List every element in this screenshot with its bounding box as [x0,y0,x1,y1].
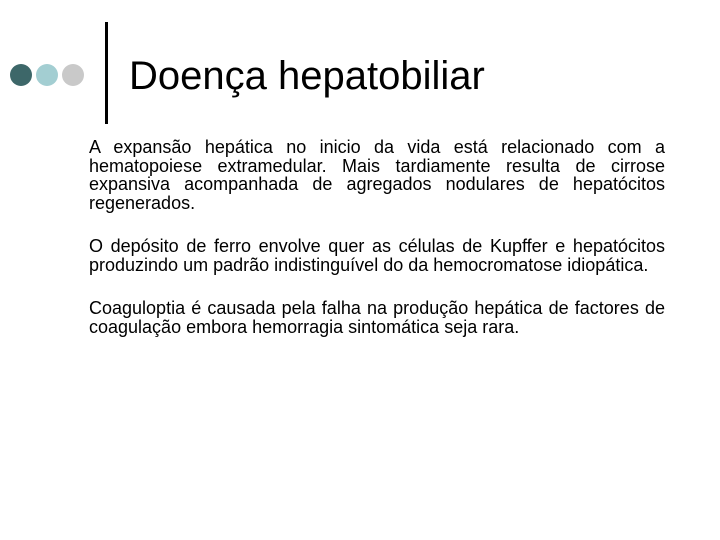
slide-body [89,138,665,336]
slide-title: Doença hepatobiliar [129,54,485,98]
light-teal-dot [36,64,58,86]
title-divider-line [105,22,108,124]
decorative-dots [10,64,88,86]
paragraph-coagulopathy: Coaguloptia é causada pela falha na produção hepática de factores de coagulação embora hemorragia sintomática seja rara. [89,298,665,337]
paragraph-iron-deposit: O depósito de ferro envolve quer as células de Kupffer e hepatócitos produzindo um padrão indistinguível do da hemocromatose idiopática. [89,236,665,275]
paragraph-hepatomegaly: A expansão hepática no inicio da vida está relacionado com a hematopoiese extramedular. Mais tardiamente resulta de cirrose expansiva acompanhada de agregados nodulares de hepatócitos regenerados. [89,137,665,213]
dark-teal-dot [10,64,32,86]
gray-dot [62,64,84,86]
